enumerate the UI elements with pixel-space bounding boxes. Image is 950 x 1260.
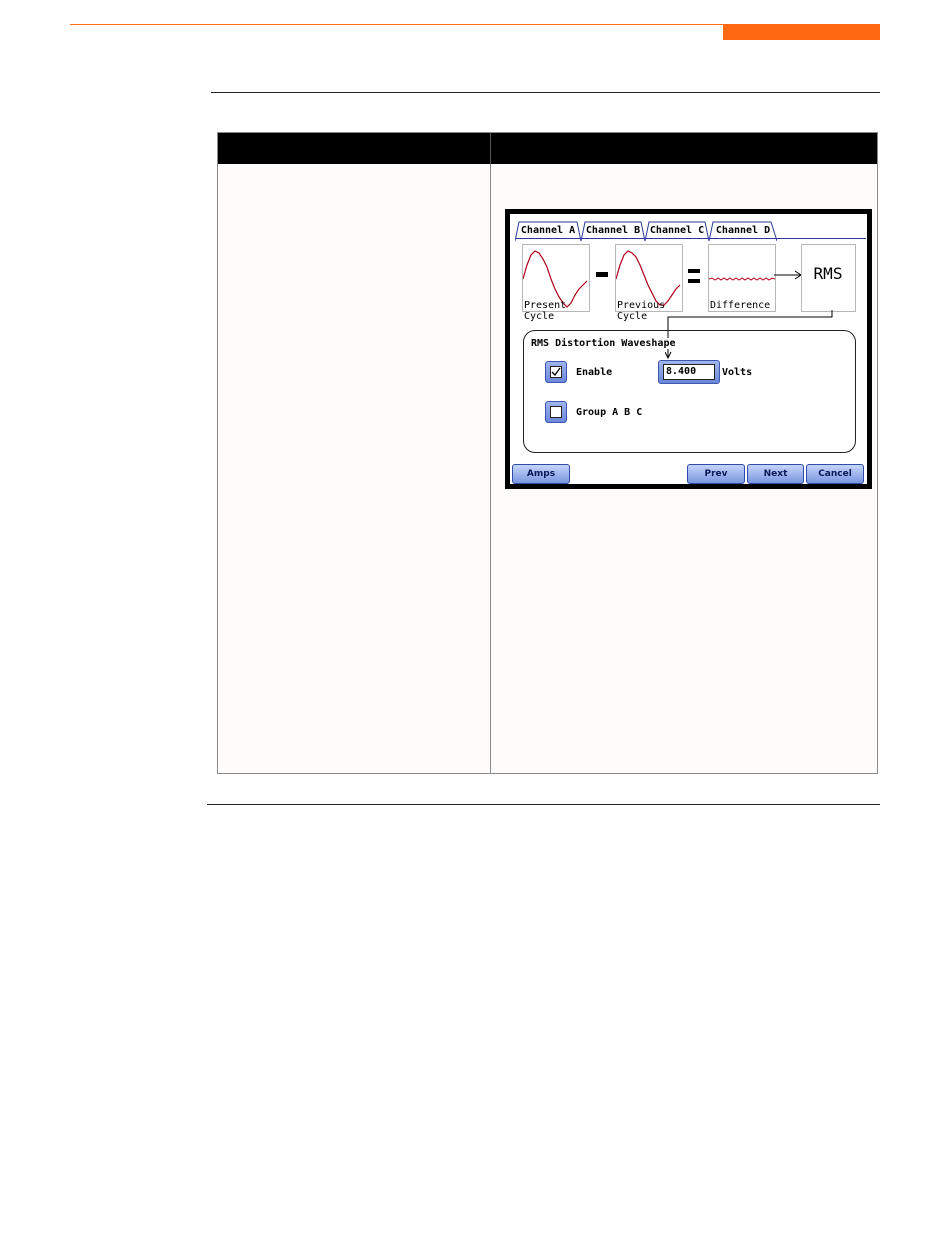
tab-underline	[516, 238, 866, 239]
threshold-input[interactable]	[658, 360, 720, 384]
minus-icon	[596, 272, 608, 277]
screen-content	[510, 214, 867, 484]
enable-label: Enable	[576, 367, 613, 378]
tab-label: Channel C	[649, 225, 705, 236]
amps-button[interactable]: Amps	[512, 464, 570, 484]
equals-icon-lower	[688, 279, 700, 283]
threshold-value[interactable]: 8.400	[663, 364, 715, 380]
prev-button[interactable]: Prev	[687, 464, 745, 484]
header-column-divider	[490, 133, 491, 164]
checkmark-icon	[551, 367, 561, 377]
header-accent-bar	[723, 24, 880, 40]
tab-label: Channel D	[715, 225, 771, 236]
arrow-right-icon	[774, 270, 804, 280]
group-title: RMS Distortion Waveshape	[531, 338, 676, 349]
tab-label: Channel B	[585, 225, 641, 236]
difference-label: Difference	[710, 300, 771, 311]
rms-label: RMS	[813, 264, 843, 283]
section-rule-bottom	[207, 804, 880, 805]
group-abc-label: Group A B C	[576, 407, 643, 418]
device-screen	[505, 209, 872, 489]
cancel-button[interactable]: Cancel	[806, 464, 864, 484]
checkbox-box	[550, 366, 562, 378]
tab-label: Channel A	[520, 225, 576, 236]
enable-checkbox[interactable]	[545, 361, 567, 383]
table-header	[218, 133, 877, 164]
threshold-unit: Volts	[722, 367, 753, 378]
present-cycle-label: Present Cycle	[524, 300, 567, 322]
column-divider	[490, 164, 491, 773]
group-abc-checkbox[interactable]	[545, 401, 567, 423]
next-button[interactable]: Next	[747, 464, 804, 484]
section-rule-top	[211, 92, 880, 93]
checkbox-box	[550, 406, 562, 418]
equals-icon	[688, 269, 700, 273]
previous-cycle-label: Previous Cycle	[617, 300, 666, 322]
